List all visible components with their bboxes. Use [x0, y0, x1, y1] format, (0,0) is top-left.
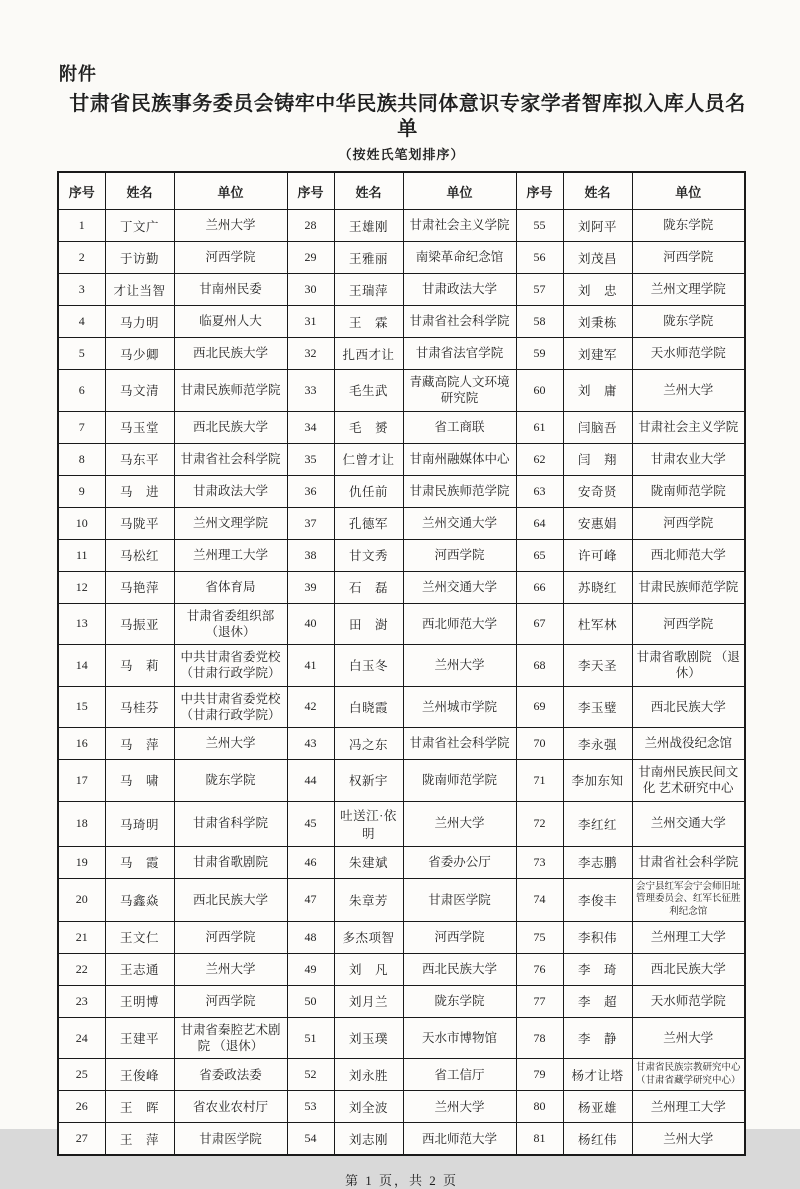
cell-serial: 35 — [287, 443, 334, 475]
table-row — [58, 370, 745, 412]
cell-serial: 16 — [58, 728, 105, 760]
cell-unit: 甘南州民委 — [174, 274, 287, 306]
table-row — [58, 306, 745, 338]
cell-unit: 天水市博物馆 — [403, 1017, 516, 1059]
cell-name: 刘秉栋 — [563, 306, 632, 338]
cell-name: 马鑫焱 — [105, 878, 174, 921]
cell-unit: 兰州大学 — [632, 370, 745, 412]
cell-unit: 兰州城市学院 — [403, 686, 516, 728]
table-row — [58, 571, 745, 603]
table-row — [58, 921, 745, 953]
cell-serial: 45 — [287, 801, 334, 846]
cell-name: 安惠娟 — [563, 507, 632, 539]
header-cell: 单位 — [403, 172, 516, 210]
cell-serial: 79 — [516, 1059, 563, 1091]
roster-table — [57, 171, 746, 1156]
table-row — [58, 1017, 745, 1059]
cell-name: 安奇贤 — [563, 475, 632, 507]
cell-serial: 27 — [58, 1123, 105, 1155]
cell-name: 冯之东 — [334, 728, 403, 760]
cell-serial: 1 — [58, 210, 105, 242]
cell-unit: 甘肃医学院 — [174, 1123, 287, 1155]
cell-name: 刘月兰 — [334, 985, 403, 1017]
cell-name: 刘建军 — [563, 338, 632, 370]
cell-unit: 河西学院 — [174, 985, 287, 1017]
cell-serial: 14 — [58, 645, 105, 687]
cell-unit: 陇东学院 — [174, 760, 287, 802]
cell-unit: 河西学院 — [174, 242, 287, 274]
cell-name: 李红红 — [563, 801, 632, 846]
cell-name: 田 澍 — [334, 603, 403, 645]
cell-name: 李积伟 — [563, 921, 632, 953]
cell-unit: 陇南师范学院 — [632, 475, 745, 507]
cell-name: 刘玉璞 — [334, 1017, 403, 1059]
page-number: 第 1 页，共 2 页 — [344, 1172, 458, 1188]
cell-serial: 40 — [287, 603, 334, 645]
cell-serial: 19 — [58, 846, 105, 878]
cell-unit: 省工信厅 — [403, 1059, 516, 1091]
cell-serial: 28 — [287, 210, 334, 242]
cell-name: 马力明 — [105, 306, 174, 338]
header-cell: 序号 — [516, 172, 563, 210]
header-cell: 姓名 — [105, 172, 174, 210]
header-cell: 序号 — [287, 172, 334, 210]
cell-unit: 甘南州民族民间文化 艺术研究中心 — [632, 760, 745, 802]
cell-unit: 甘肃省歌剧院 （退休） — [632, 645, 745, 687]
cell-unit: 甘肃省歌剧院 — [174, 846, 287, 878]
cell-unit: 兰州大学 — [403, 1091, 516, 1123]
cell-serial: 8 — [58, 443, 105, 475]
cell-serial: 44 — [287, 760, 334, 802]
table-row — [58, 338, 745, 370]
table-row — [58, 475, 745, 507]
cell-unit: 兰州交通大学 — [632, 801, 745, 846]
cell-name: 刘 忠 — [563, 274, 632, 306]
table-row — [58, 539, 745, 571]
cell-serial: 25 — [58, 1059, 105, 1091]
cell-serial: 39 — [287, 571, 334, 603]
cell-serial: 49 — [287, 953, 334, 985]
cell-name: 许可峰 — [563, 539, 632, 571]
cell-serial: 34 — [287, 411, 334, 443]
table-row — [58, 645, 745, 687]
table-row — [58, 1091, 745, 1123]
cell-unit: 甘肃医学院 — [403, 878, 516, 921]
cell-serial: 6 — [58, 370, 105, 412]
cell-unit: 甘肃省社会科学院 — [632, 846, 745, 878]
cell-unit: 南梁革命纪念馆 — [403, 242, 516, 274]
cell-name: 刘 凡 — [334, 953, 403, 985]
cell-unit: 青藏高院人文环境 研究院 — [403, 370, 516, 412]
cell-unit: 甘肃社会主义学院 — [403, 210, 516, 242]
cell-serial: 78 — [516, 1017, 563, 1059]
cell-serial: 50 — [287, 985, 334, 1017]
cell-unit: 甘肃民族师范学院 — [403, 475, 516, 507]
cell-name: 李俊丰 — [563, 878, 632, 921]
cell-unit: 兰州大学 — [632, 1123, 745, 1155]
cell-unit: 甘肃省法官学院 — [403, 338, 516, 370]
cell-serial: 30 — [287, 274, 334, 306]
cell-serial: 36 — [287, 475, 334, 507]
cell-unit: 省委政法委 — [174, 1059, 287, 1091]
cell-name: 马琦明 — [105, 801, 174, 846]
page-title: 甘肃省民族事务委员会铸牢中华民族共同体意识专家学者智库拟入库人员名单 — [69, 93, 746, 140]
cell-name: 王雄刚 — [334, 210, 403, 242]
header-cell: 姓名 — [334, 172, 403, 210]
table-body — [58, 210, 745, 1155]
cell-name: 李 静 — [563, 1017, 632, 1059]
cell-name: 王 萍 — [105, 1123, 174, 1155]
cell-unit: 省体育局 — [174, 571, 287, 603]
cell-name: 马艳萍 — [105, 571, 174, 603]
cell-unit: 西北师范大学 — [403, 1123, 516, 1155]
cell-serial: 54 — [287, 1123, 334, 1155]
table-row — [58, 1123, 745, 1155]
cell-serial: 46 — [287, 846, 334, 878]
cell-unit: 甘肃政法大学 — [403, 274, 516, 306]
table-row — [58, 411, 745, 443]
cell-serial: 65 — [516, 539, 563, 571]
cell-unit: 甘肃民族师范学院 — [632, 571, 745, 603]
cell-name: 扎西才让 — [334, 338, 403, 370]
cell-name: 孔德军 — [334, 507, 403, 539]
cell-serial: 53 — [287, 1091, 334, 1123]
cell-serial: 31 — [287, 306, 334, 338]
cell-serial: 55 — [516, 210, 563, 242]
cell-name: 李玉璧 — [563, 686, 632, 728]
cell-unit: 甘肃省社会科学院 — [174, 443, 287, 475]
cell-unit: 河西学院 — [403, 539, 516, 571]
cell-unit: 天水师范学院 — [632, 985, 745, 1017]
cell-unit: 甘肃民族师范学院 — [174, 370, 287, 412]
cell-unit: 河西学院 — [632, 507, 745, 539]
table-row — [58, 443, 745, 475]
cell-serial: 47 — [287, 878, 334, 921]
cell-unit: 甘肃省秦腔艺术剧院 （退休） — [174, 1017, 287, 1059]
cell-serial: 5 — [58, 338, 105, 370]
attachment-label: 附件 — [59, 64, 97, 84]
cell-serial: 24 — [58, 1017, 105, 1059]
cell-unit: 河西学院 — [403, 921, 516, 953]
cell-serial: 59 — [516, 338, 563, 370]
cell-unit: 西北师范大学 — [403, 603, 516, 645]
cell-serial: 48 — [287, 921, 334, 953]
cell-name: 李天圣 — [563, 645, 632, 687]
cell-name: 杨才让塔 — [563, 1059, 632, 1091]
cell-unit: 西北师范大学 — [632, 539, 745, 571]
cell-unit: 兰州大学 — [174, 728, 287, 760]
cell-unit: 甘肃省科学院 — [174, 801, 287, 846]
cell-serial: 63 — [516, 475, 563, 507]
table-row — [58, 242, 745, 274]
cell-name: 甘文秀 — [334, 539, 403, 571]
cell-unit: 省工商联 — [403, 411, 516, 443]
cell-serial: 66 — [516, 571, 563, 603]
cell-unit: 西北民族大学 — [403, 953, 516, 985]
cell-unit: 陇东学院 — [403, 985, 516, 1017]
cell-serial: 69 — [516, 686, 563, 728]
header-cell: 单位 — [174, 172, 287, 210]
cell-name: 权新宇 — [334, 760, 403, 802]
cell-serial: 21 — [58, 921, 105, 953]
cell-serial: 41 — [287, 645, 334, 687]
cell-serial: 58 — [516, 306, 563, 338]
cell-unit: 兰州文理学院 — [632, 274, 745, 306]
cell-unit: 省农业农村厅 — [174, 1091, 287, 1123]
cell-unit: 陇南师范学院 — [403, 760, 516, 802]
cell-serial: 3 — [58, 274, 105, 306]
table-row — [58, 878, 745, 921]
cell-name: 仇任前 — [334, 475, 403, 507]
cell-name: 白晓霞 — [334, 686, 403, 728]
table-row — [58, 953, 745, 985]
cell-serial: 62 — [516, 443, 563, 475]
cell-name: 马文清 — [105, 370, 174, 412]
cell-unit: 临夏州人大 — [174, 306, 287, 338]
cell-serial: 2 — [58, 242, 105, 274]
cell-name: 马东平 — [105, 443, 174, 475]
cell-unit: 会宁县红军会宁会师旧址管理委员会、红军长征胜利纪念馆 — [632, 878, 745, 921]
cell-unit: 西北民族大学 — [632, 953, 745, 985]
table-row — [58, 210, 745, 242]
cell-unit: 河西学院 — [632, 603, 745, 645]
cell-serial: 52 — [287, 1059, 334, 1091]
cell-serial: 10 — [58, 507, 105, 539]
cell-unit: 河西学院 — [632, 242, 745, 274]
cell-name: 王雅丽 — [334, 242, 403, 274]
cell-unit: 甘南州融媒体中心 — [403, 443, 516, 475]
cell-name: 于访勤 — [105, 242, 174, 274]
cell-serial: 67 — [516, 603, 563, 645]
cell-unit: 甘肃社会主义学院 — [632, 411, 745, 443]
cell-serial: 15 — [58, 686, 105, 728]
cell-name: 闫 翔 — [563, 443, 632, 475]
cell-serial: 7 — [58, 411, 105, 443]
cell-unit: 西北民族大学 — [174, 878, 287, 921]
sort-order-note: （按姓氏笔划排序） — [338, 147, 465, 162]
cell-name: 李永强 — [563, 728, 632, 760]
cell-name: 王文仁 — [105, 921, 174, 953]
cell-name: 马 莉 — [105, 645, 174, 687]
cell-serial: 42 — [287, 686, 334, 728]
cell-unit: 兰州交通大学 — [403, 507, 516, 539]
cell-serial: 23 — [58, 985, 105, 1017]
table-row — [58, 603, 745, 645]
cell-name: 马玉堂 — [105, 411, 174, 443]
cell-unit: 中共甘肃省委党校 （甘肃行政学院） — [174, 645, 287, 687]
cell-unit: 甘肃政法大学 — [174, 475, 287, 507]
cell-name: 马桂芬 — [105, 686, 174, 728]
cell-unit: 兰州大学 — [403, 801, 516, 846]
cell-name: 闫脑吾 — [563, 411, 632, 443]
cell-name: 石 磊 — [334, 571, 403, 603]
cell-serial: 18 — [58, 801, 105, 846]
cell-name: 刘全波 — [334, 1091, 403, 1123]
cell-name: 杜军林 — [563, 603, 632, 645]
cell-serial: 11 — [58, 539, 105, 571]
cell-serial: 64 — [516, 507, 563, 539]
cell-name: 王 晖 — [105, 1091, 174, 1123]
cell-name: 马 进 — [105, 475, 174, 507]
cell-name: 李 琦 — [563, 953, 632, 985]
cell-name: 杨红伟 — [563, 1123, 632, 1155]
cell-serial: 75 — [516, 921, 563, 953]
cell-unit: 兰州理工大学 — [632, 1091, 745, 1123]
cell-unit: 兰州理工大学 — [174, 539, 287, 571]
cell-serial: 12 — [58, 571, 105, 603]
cell-name: 马少卿 — [105, 338, 174, 370]
cell-serial: 33 — [287, 370, 334, 412]
cell-name: 马 啸 — [105, 760, 174, 802]
cell-serial: 37 — [287, 507, 334, 539]
cell-name: 朱建斌 — [334, 846, 403, 878]
cell-name: 多杰项智 — [334, 921, 403, 953]
header-cell: 姓名 — [563, 172, 632, 210]
cell-unit: 西北民族大学 — [632, 686, 745, 728]
cell-name: 马 萍 — [105, 728, 174, 760]
cell-name: 马振亚 — [105, 603, 174, 645]
cell-serial: 43 — [287, 728, 334, 760]
cell-unit: 西北民族大学 — [174, 411, 287, 443]
cell-serial: 38 — [287, 539, 334, 571]
cell-name: 朱章芳 — [334, 878, 403, 921]
cell-serial: 71 — [516, 760, 563, 802]
cell-name: 刘永胜 — [334, 1059, 403, 1091]
cell-serial: 56 — [516, 242, 563, 274]
cell-name: 马陇平 — [105, 507, 174, 539]
cell-unit: 陇东学院 — [632, 306, 745, 338]
cell-name: 李 超 — [563, 985, 632, 1017]
cell-name: 杨亚雄 — [563, 1091, 632, 1123]
cell-name: 毛 赟 — [334, 411, 403, 443]
cell-serial: 81 — [516, 1123, 563, 1155]
cell-serial: 72 — [516, 801, 563, 846]
cell-serial: 32 — [287, 338, 334, 370]
table-row — [58, 274, 745, 306]
table-row — [58, 1059, 745, 1091]
cell-name: 李志鹏 — [563, 846, 632, 878]
cell-name: 刘 庸 — [563, 370, 632, 412]
cell-unit: 甘肃农业大学 — [632, 443, 745, 475]
cell-serial: 9 — [58, 475, 105, 507]
cell-unit: 甘肃省社会科学院 — [403, 728, 516, 760]
cell-name: 仁曾才让 — [334, 443, 403, 475]
table-row — [58, 985, 745, 1017]
cell-serial: 60 — [516, 370, 563, 412]
cell-unit: 兰州理工大学 — [632, 921, 745, 953]
cell-unit: 兰州大学 — [403, 645, 516, 687]
cell-unit: 兰州战役纪念馆 — [632, 728, 745, 760]
cell-serial: 29 — [287, 242, 334, 274]
cell-name: 丁文广 — [105, 210, 174, 242]
cell-unit: 省委办公厅 — [403, 846, 516, 878]
cell-serial: 22 — [58, 953, 105, 985]
cell-name: 刘志刚 — [334, 1123, 403, 1155]
cell-serial: 61 — [516, 411, 563, 443]
cell-serial: 20 — [58, 878, 105, 921]
cell-name: 毛生武 — [334, 370, 403, 412]
cell-name: 白玉冬 — [334, 645, 403, 687]
cell-name: 王志通 — [105, 953, 174, 985]
cell-serial: 68 — [516, 645, 563, 687]
cell-name: 刘阿平 — [563, 210, 632, 242]
cell-name: 李加东知 — [563, 760, 632, 802]
header-cell: 单位 — [632, 172, 745, 210]
cell-serial: 73 — [516, 846, 563, 878]
cell-serial: 74 — [516, 878, 563, 921]
cell-unit: 河西学院 — [174, 921, 287, 953]
cell-unit: 西北民族大学 — [174, 338, 287, 370]
cell-unit: 甘肃省社会科学院 — [403, 306, 516, 338]
cell-unit: 甘肃省民族宗教研究中心 （甘肃省藏学研究中心） — [632, 1059, 745, 1091]
cell-unit: 陇东学院 — [632, 210, 745, 242]
cell-name: 吐送江·依明 — [334, 801, 403, 846]
cell-serial: 57 — [516, 274, 563, 306]
cell-serial: 77 — [516, 985, 563, 1017]
table-header-row — [58, 172, 745, 210]
table-row — [58, 846, 745, 878]
cell-unit: 兰州大学 — [632, 1017, 745, 1059]
cell-name: 王明博 — [105, 985, 174, 1017]
cell-name: 才让当智 — [105, 274, 174, 306]
cell-name: 王瑞萍 — [334, 274, 403, 306]
cell-name: 马松红 — [105, 539, 174, 571]
table-row — [58, 760, 745, 802]
table-row — [58, 507, 745, 539]
cell-unit: 兰州大学 — [174, 953, 287, 985]
table-row — [58, 728, 745, 760]
cell-serial: 26 — [58, 1091, 105, 1123]
cell-serial: 51 — [287, 1017, 334, 1059]
cell-serial: 76 — [516, 953, 563, 985]
cell-serial: 80 — [516, 1091, 563, 1123]
cell-name: 王建平 — [105, 1017, 174, 1059]
cell-name: 王 霖 — [334, 306, 403, 338]
table-header — [58, 172, 745, 210]
cell-serial: 17 — [58, 760, 105, 802]
cell-name: 马 霞 — [105, 846, 174, 878]
table-row — [58, 801, 745, 846]
cell-unit: 兰州文理学院 — [174, 507, 287, 539]
cell-name: 刘茂昌 — [563, 242, 632, 274]
cell-unit: 兰州交通大学 — [403, 571, 516, 603]
cell-name: 王俊峰 — [105, 1059, 174, 1091]
cell-unit: 中共甘肃省委党校 （甘肃行政学院） — [174, 686, 287, 728]
header-cell: 序号 — [58, 172, 105, 210]
table-row — [58, 686, 745, 728]
cell-unit: 天水师范学院 — [632, 338, 745, 370]
cell-serial: 4 — [58, 306, 105, 338]
cell-serial: 70 — [516, 728, 563, 760]
cell-name: 苏晓红 — [563, 571, 632, 603]
cell-unit: 甘肃省委组织部 （退休） — [174, 603, 287, 645]
cell-unit: 兰州大学 — [174, 210, 287, 242]
cell-serial: 13 — [58, 603, 105, 645]
